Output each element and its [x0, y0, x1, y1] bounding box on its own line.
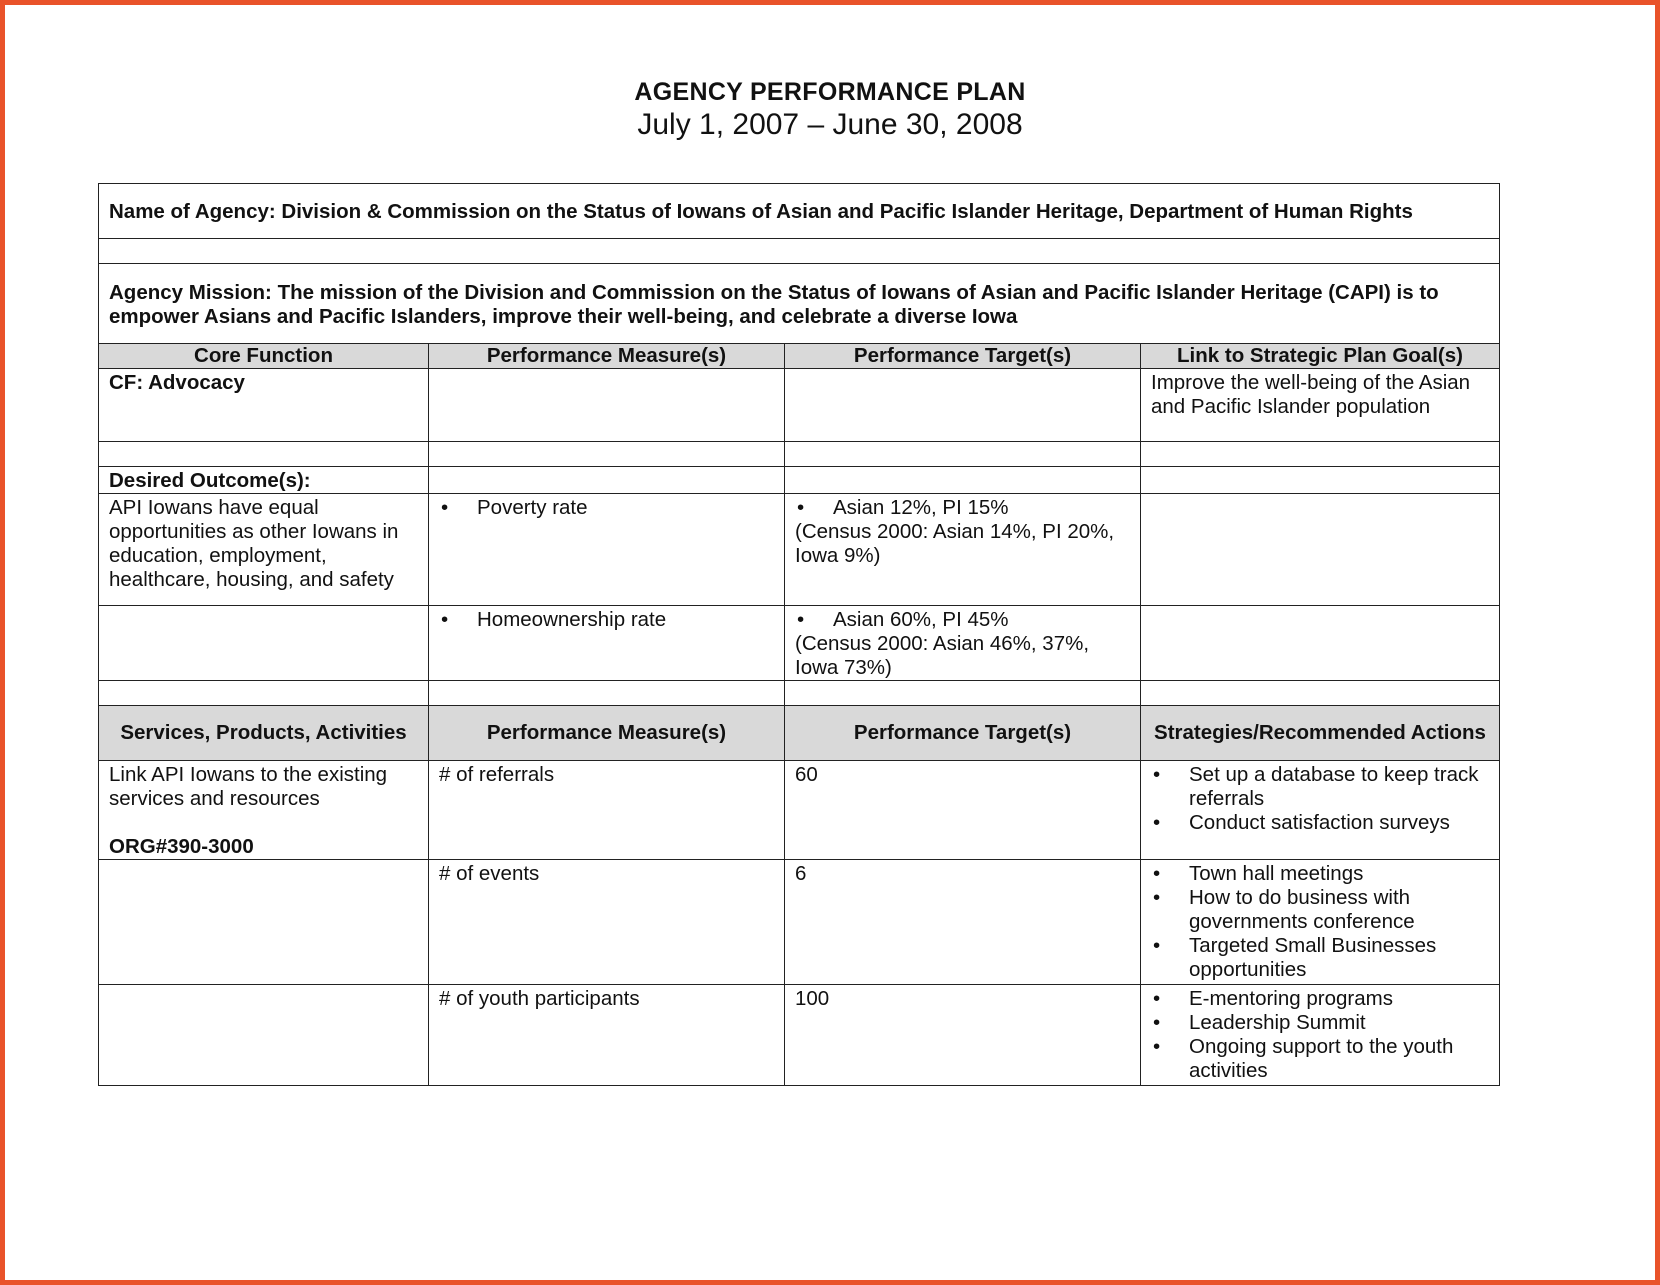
page-subtitle: July 1, 2007 – June 30, 2008: [637, 108, 1023, 141]
desired-outcome: API Iowans have equal opportunities as other Iowans in education, employment, healthcare, housing, and safety: [99, 494, 429, 606]
strategy-item: • Leadership Summit: [1153, 1011, 1366, 1034]
services-header-row: [99, 706, 1500, 761]
strategy-item: • Targeted Small Businesses opportunities: [1153, 934, 1437, 981]
strategy-item: • Town hall meetings: [1153, 862, 1364, 885]
measure-text: Poverty rate: [477, 496, 588, 519]
agency-name-row: [99, 184, 1500, 239]
measure-text: Homeownership rate: [477, 608, 667, 631]
bullet-icon: •: [441, 496, 449, 519]
measure-item: [439, 608, 774, 632]
service-target: 100: [785, 985, 1141, 1086]
strategy-item: • Ongoing support to the youth activities: [1153, 1035, 1454, 1082]
bullet-icon: •: [1153, 886, 1161, 909]
measure-item: [439, 496, 774, 520]
strategy-list: [1151, 987, 1489, 1083]
service-target: 60: [785, 761, 1141, 860]
core-header-row: [99, 344, 1500, 369]
desired-outcome-label: Desired Outcome(s):: [99, 467, 429, 494]
spacer-row: [99, 681, 1500, 706]
service-measure: # of referrals: [429, 761, 785, 860]
desired-outcome-label-row: [99, 467, 1500, 494]
col-header-performance-measures: Performance Measure(s): [429, 706, 785, 761]
bullet-icon: •: [1153, 934, 1161, 957]
target-item: [795, 496, 1130, 520]
service-target: 6: [785, 860, 1141, 985]
strategic-goal: Improve the well-being of the Asian and Pacific Islander population: [1141, 369, 1500, 442]
bullet-icon: •: [797, 608, 805, 631]
strategy-item: • How to do business with governments conference: [1153, 886, 1415, 933]
service-description: Link API Iowans to the existing services and resources: [109, 763, 388, 810]
spacer-row: [99, 239, 1500, 264]
col-header-services: Services, Products, Activities: [99, 706, 429, 761]
agency-name: Name of Agency: Division & Commission on the Status of Iowans of Asian and Pacific Islander Heritage, Department of Human Rights: [99, 184, 1500, 239]
service-row: [99, 985, 1500, 1086]
agency-mission-row: [99, 264, 1500, 344]
target-main: Asian 12%, PI 15%: [833, 496, 1009, 519]
col-header-strategic-goals: Link to Strategic Plan Goal(s): [1141, 344, 1500, 369]
col-header-core-function: Core Function: [99, 344, 429, 369]
core-function-row: [99, 369, 1500, 442]
performance-plan-table: [98, 183, 1500, 1086]
target-note: (Census 2000: Asian 14%, PI 20%, Iowa 9%): [795, 520, 1115, 567]
strategy-item: • Conduct satisfaction surveys: [1153, 811, 1450, 834]
bullet-icon: •: [441, 608, 449, 631]
agency-mission: Agency Mission: The mission of the Division and Commission on the Status of Iowans of Asian and Pacific Islander Heritage (CAPI) is to empower Asians and Pacific Islanders, improve their well-being, and celebrate a diverse Iowa: [99, 264, 1500, 344]
target-note: (Census 2000: Asian 46%, 37%, Iowa 73%): [795, 632, 1090, 679]
org-number: ORG#390-3000: [109, 835, 254, 858]
page-title: AGENCY PERFORMANCE PLAN: [634, 78, 1026, 106]
measure-row: [99, 494, 1500, 606]
service-row: [99, 860, 1500, 985]
core-function: CF: Advocacy: [99, 369, 429, 442]
bullet-icon: •: [1153, 987, 1161, 1010]
col-header-performance-targets: Performance Target(s): [785, 706, 1141, 761]
bullet-icon: •: [1153, 1035, 1161, 1058]
bullet-icon: •: [1153, 1011, 1161, 1034]
target-main: Asian 60%, PI 45%: [833, 608, 1009, 631]
spacer-row: [99, 442, 1500, 467]
strategy-item: • E-mentoring programs: [1153, 987, 1393, 1010]
bullet-icon: •: [1153, 862, 1161, 885]
strategy-list: [1151, 763, 1489, 835]
bullet-icon: •: [1153, 763, 1161, 786]
bullet-icon: •: [797, 496, 805, 519]
service-measure: # of events: [429, 860, 785, 985]
col-header-performance-targets: Performance Target(s): [785, 344, 1141, 369]
service-row: [99, 761, 1500, 860]
bullet-icon: •: [1153, 811, 1161, 834]
col-header-performance-measures: Performance Measure(s): [429, 344, 785, 369]
strategy-list: [1151, 862, 1489, 982]
service-measure: # of youth participants: [429, 985, 785, 1086]
target-item: [795, 608, 1130, 632]
measure-row: [99, 606, 1500, 681]
strategy-item: • Set up a database to keep track referrals: [1153, 763, 1479, 810]
col-header-strategies: Strategies/Recommended Actions: [1141, 706, 1500, 761]
